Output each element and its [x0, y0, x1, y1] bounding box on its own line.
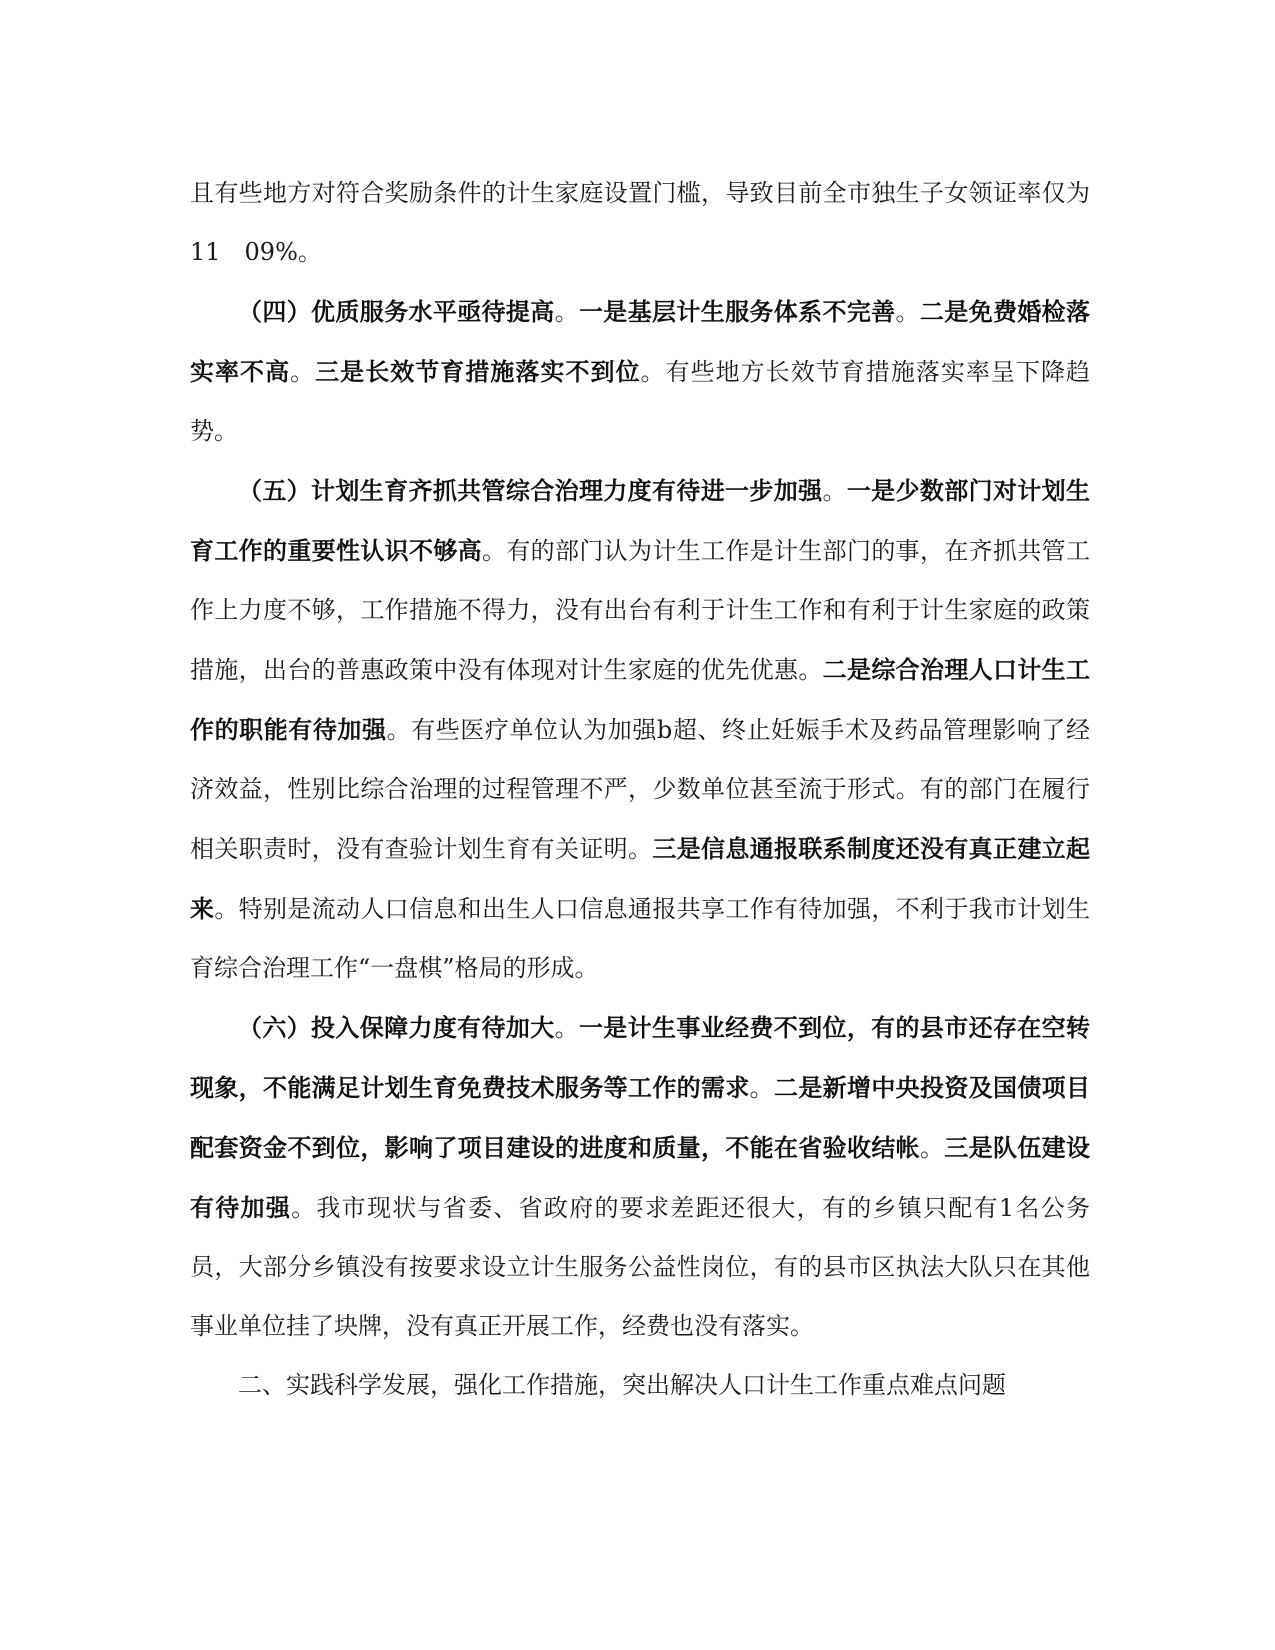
- text-run: 。特别是流动人口信息和出生人口信息通报共享工作有待加强，不利于我市计划生育综合治理工作“一盘棋”格局的形成。: [190, 895, 1091, 982]
- paragraph-continuation: [190, 164, 1090, 282]
- bold-point: 二是新增中央投资及国债项目配套资金不到位，影响了项目建设的进度和质量，不能在省验收结帐: [190, 1073, 1091, 1162]
- paragraph-section-6: [190, 998, 1090, 1356]
- text-run: 。: [895, 298, 920, 326]
- paragraph-section-5: [190, 461, 1090, 998]
- text-run: 。: [920, 1134, 945, 1162]
- bold-point: 一是基层计生服务体系不完善: [578, 297, 896, 326]
- text-run: 。: [554, 298, 579, 326]
- text-run: 。有些医疗单位认为加强b超、终止妊娠手术及药品管理影响了经济效益，性别比综合治理的过程管理不严，少数单位甚至流于形式。有的部门在履行相关职责时，没有查验计划生育有关证明。: [190, 716, 1090, 863]
- text-run: 。: [822, 477, 847, 505]
- chapter-heading: 二、实践科学发展，强化工作措施，突出解决人口计生工作重点难点问题: [238, 1371, 1006, 1399]
- bold-point: 三是长效节育措施落实不到位: [315, 357, 641, 386]
- section-heading-6: （六）投入保障力度有待加大: [238, 1013, 555, 1042]
- bold-point: 一是计生事业经费不到位，有的县市还存在空转现象，不能满足计划生育免费技术服务等工作的需求: [190, 1013, 1091, 1102]
- text-run: 。: [290, 358, 316, 386]
- bold-point: 三是队伍建设有待加强: [190, 1133, 1091, 1222]
- section-heading-4: （四）优质服务水平亟待提高: [238, 297, 555, 326]
- paragraph-chapter-2-heading: [190, 1356, 1090, 1415]
- text-run: 。我市现状与省委、省政府的要求差距还很大，有的乡镇只配有1名公务员，大部分乡镇没有按要求设立计生服务公益性岗位，有的县市区执法大队只在其他事业单位挂了块牌，没有真正开展工作，经费也没有落实。: [190, 1194, 1091, 1340]
- bold-point: 二是综合治理人口计生工作的职能有待加强: [190, 655, 1091, 744]
- text-run: 。: [749, 1074, 775, 1102]
- bold-point: 一是少数部门对计划生育工作的重要性认识不够高: [190, 476, 1091, 565]
- section-heading-5: （五）计划生育齐抓共管综合治理力度有待进一步加强: [238, 476, 823, 505]
- paragraph-section-4: [190, 282, 1090, 461]
- document-body: [190, 164, 1090, 1415]
- text-run: 。: [554, 1014, 579, 1042]
- bold-point: 二是免费婚检落实率不高: [190, 297, 1091, 386]
- text-run: 。有些地方长效节育措施落实率呈下降趋势。: [190, 358, 1091, 445]
- text-run: 。有的部门认为计生工作是计生部门的事，在齐抓共管工作上力度不够，工作措施不得力，没有出台有利于计生工作和有利于计生家庭的政策措施，出台的普惠政策中没有体现对计生家庭的优先优惠。: [190, 537, 1090, 684]
- text-run: 且有些地方对符合奖励条件的计生家庭设置门槛，导致目前全市独生子女领证率仅为11 09%。: [190, 179, 1090, 266]
- bold-point: 三是信息通报联系制度还没有真正建立起来: [190, 834, 1091, 923]
